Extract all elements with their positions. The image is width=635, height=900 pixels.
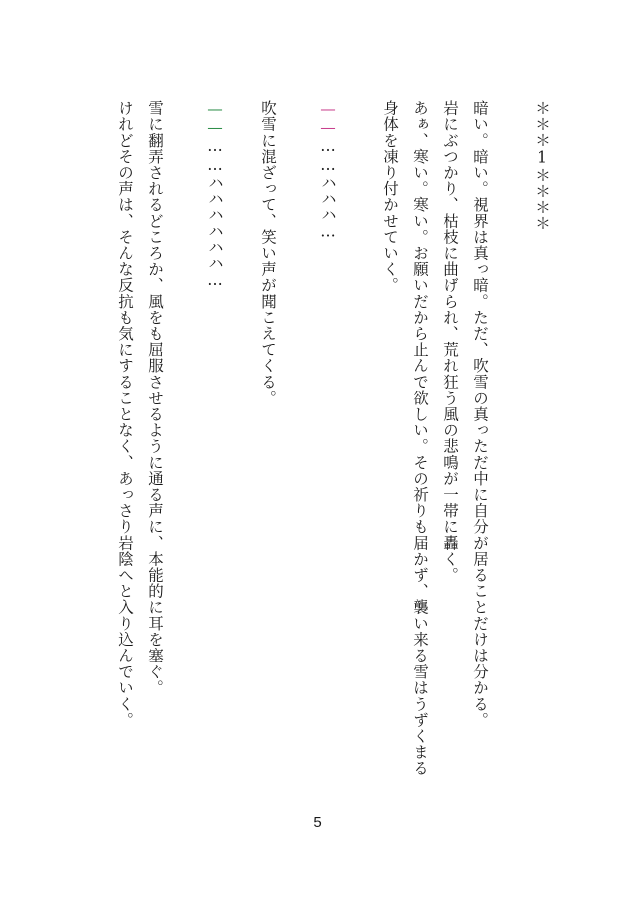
text-line: 暗い。暗い。視界は真っ暗。ただ、吹雪の真っただ中に自分が居ることだけは分かる。 <box>471 100 489 728</box>
text-line: あぁ、寒い。寒い。お願いだから止んで欲しい。その祈りも届かず、襲い来る雪はうずくまる <box>411 100 429 777</box>
text-line: けれどその声は、そんな反抗も気にすることなく、あっさり岩陰へと入り込んでいく。 <box>116 100 134 728</box>
text-line: 雪に翻弄されるどころか、風をも屈服させるように通る声に、本能的に耳を塞ぐ。 <box>146 100 164 696</box>
section-heading: ＊＊＊1＊＊＊＊ <box>533 100 551 232</box>
pink-dash: —— <box>319 100 337 138</box>
page-number: 5 <box>313 814 322 831</box>
laughter-line-1: ——……ハハハ… <box>319 100 337 242</box>
laughter-line-2: ——……ハハハハハハ… <box>206 100 224 290</box>
text-line: 吹雪に混ざって、笑い声が聞こえてくる。 <box>259 100 277 406</box>
text-line: 岩にぶつかり、枯枝に曲げられ、荒れ狂う風の悲鳴が一帯に轟く。 <box>441 100 459 583</box>
green-dash: —— <box>206 100 224 138</box>
text-line: 身体を凍り付かせていく。 <box>381 100 399 294</box>
